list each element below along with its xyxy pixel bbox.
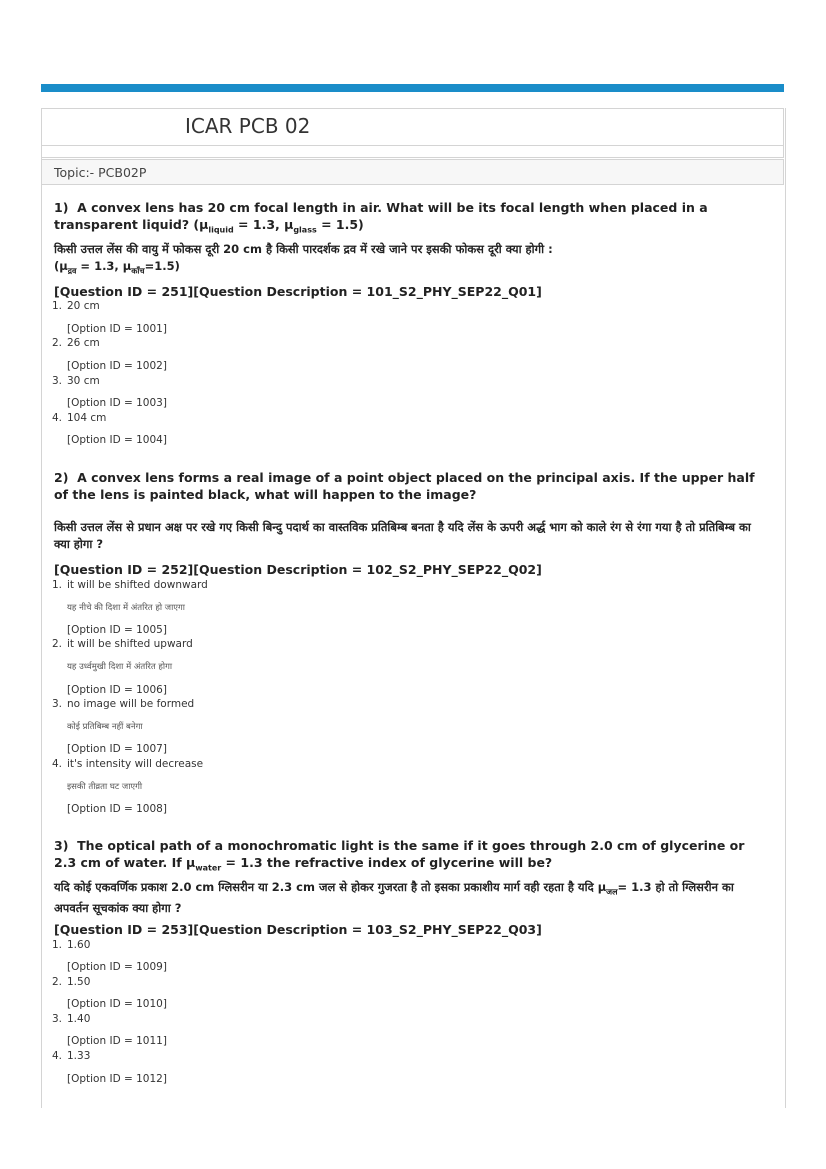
page-title: ICAR PCB 02 (185, 114, 311, 138)
question-number: 3) (54, 838, 69, 853)
option-hindi: कोई प्रतिबिम्ब नहीं बनेगा (67, 722, 143, 732)
option-item[interactable]: 4. 1.33 (52, 1050, 91, 1062)
option-id: [Option ID = 1007] (67, 743, 167, 755)
option-item[interactable]: 3. 1.40 (52, 1013, 91, 1025)
option-id: [Option ID = 1010] (67, 998, 167, 1010)
option-id: [Option ID = 1004] (67, 434, 167, 446)
option-id: [Option ID = 1005] (67, 624, 167, 636)
question-2-hindi: किसी उत्तल लेंस से प्रधान अक्ष पर रखे गए किसी बिन्दु पदार्थ का वास्तविक प्रतिबिम्ब बनता है यदि लेंस के ऊपरी अर्द्ध भाग को काले रंग से रंगा गया है तो प्रतिबिम्ब का क्या होगा ? (54, 520, 751, 551)
option-item[interactable]: 3. no image will be formed (52, 698, 195, 710)
option-item[interactable]: 4. it's intensity will decrease (52, 758, 204, 770)
question-2-text: 2) A convex lens forms a real image of a point object placed on the principal axis. If the upper half of the lens is painted black, what will happen to the image? (54, 470, 755, 502)
option-hindi: इसकी तीव्रता घट जाएगी (67, 782, 143, 792)
question-1-hindi: किसी उत्तल लेंस की वायु में फोकस दूरी 20 cm है किसी पारदर्शक द्रव में रखे जाने पर इसकी फोकस दूरी क्या होगी : ($\mu_{द्रव} = 1.3$, $\mu_{काँच}=1.5$) (54, 242, 553, 276)
question-1-text: 1) A convex lens has 20 cm focal length in air. What will be its focal length when placed in a transparent liquid? ($\mu_{liquid} = 1.3$, $\mu_{glass} = 1.5$) (54, 200, 708, 235)
question-1-id: [Question ID = 251][Question Description = 101_S2_PHY_SEP22_Q01] (54, 284, 542, 299)
question-3-text: 3) The optical path of a monochromatic light is the same if it goes through 2.0 cm of glycerine or 2.3 cm of water. If $\mu_{water} = 1.3$ the refractive index of glycerine will be? (54, 838, 745, 873)
option-hindi: यह नीचे की दिशा में अंतरित हो जाएगा (67, 603, 185, 613)
option-id: [Option ID = 1006] (67, 684, 167, 696)
question-2-id: [Question ID = 252][Question Description = 102_S2_PHY_SEP22_Q02] (54, 562, 542, 577)
question-3-id: [Question ID = 253][Question Description = 103_S2_PHY_SEP22_Q03] (54, 922, 542, 937)
option-item[interactable]: 2. it will be shifted upward (52, 638, 193, 650)
option-item[interactable]: 2. 26 cm (52, 337, 100, 349)
question-3-hindi: यदि कोई एकवर्णिक प्रकाश 2.0 cm ग्लिसरीन या 2.3 cm जल से होकर गुजरता है तो इसका प्रकाशीय मार्ग वही रहता है यदि $\mu_{जल}= 1.3$ हो तो ग्लिसरीन का अपवर्तन सूचकांक क्या होगा ? (54, 880, 734, 916)
header-accent-bar (41, 84, 784, 92)
option-id: [Option ID = 1008] (67, 803, 167, 815)
option-id: [Option ID = 1011] (67, 1035, 167, 1047)
option-hindi: यह उर्ध्वमुखी दिशा में अंतरित होगा (67, 662, 173, 672)
question-number: 1) (54, 200, 69, 215)
title-panel (41, 108, 784, 146)
option-id: [Option ID = 1002] (67, 360, 167, 372)
option-id: [Option ID = 1009] (67, 961, 167, 973)
option-id: [Option ID = 1003] (67, 397, 167, 409)
question-number: 2) (54, 470, 69, 485)
option-item[interactable]: 3. 30 cm (52, 375, 100, 387)
option-item[interactable]: 1. it will be shifted downward (52, 579, 208, 591)
option-item[interactable]: 1. 1.60 (52, 939, 91, 951)
option-id: [Option ID = 1012] (67, 1073, 167, 1085)
topic-label: Topic:- PCB02P (54, 165, 147, 180)
option-item[interactable]: 1. 20 cm (52, 300, 100, 312)
spacer-row (41, 145, 784, 158)
option-item[interactable]: 2. 1.50 (52, 976, 91, 988)
option-item[interactable]: 4. 104 cm (52, 412, 107, 424)
topic-panel (41, 159, 784, 185)
option-id: [Option ID = 1001] (67, 323, 167, 335)
